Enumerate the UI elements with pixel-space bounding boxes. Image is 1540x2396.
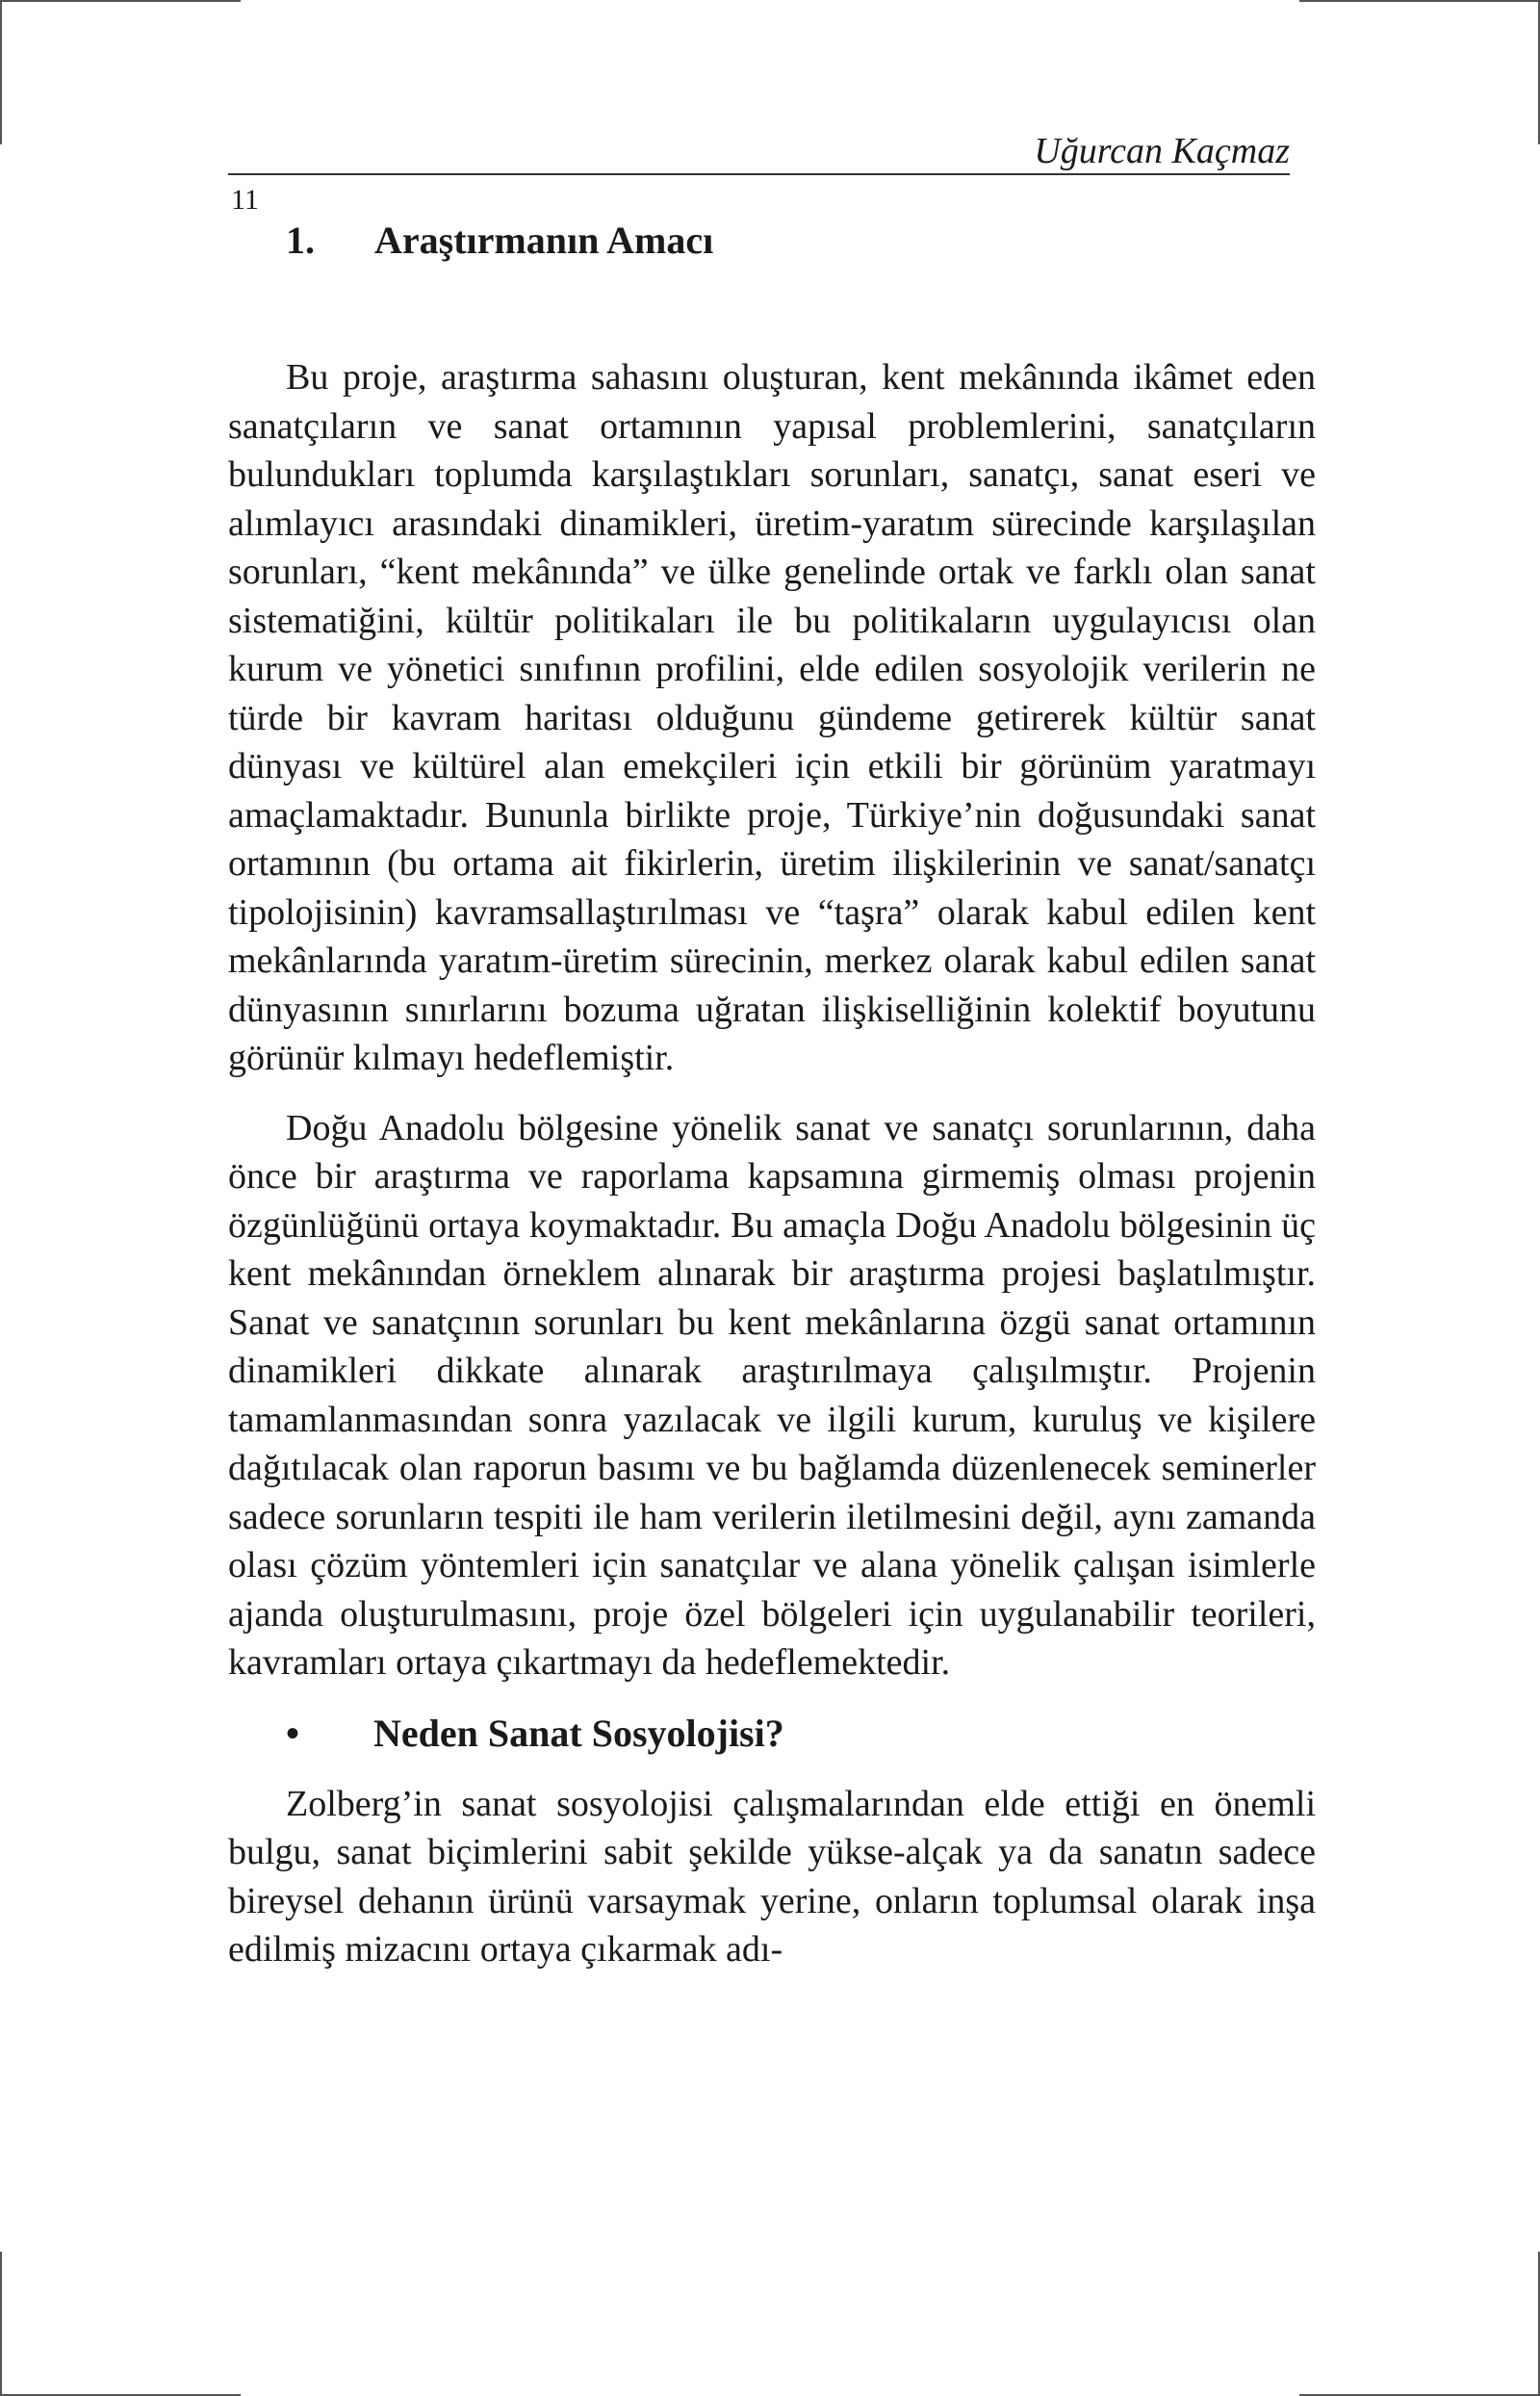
subheading [228, 1709, 1316, 1759]
section-heading [286, 214, 713, 268]
bullet-icon: • [286, 1711, 300, 1755]
crop-mark-top-left-h [0, 0, 241, 2]
paragraph: Zolberg’in sanat sosyolojisi çalışmalarından elde ettiği en önemli bulgu, sanat biçimlerini sabit şekilde yükse-alçak ya da sanatın sadece bireysel dehanın ürünü varsaymak yerine, onların toplumsal olarak inşa edilmiş mizacını ortaya çıkarmak adı- [228, 1783, 1316, 1970]
subheading-title: Neden Sanat Sosyolojisi? [373, 1711, 784, 1755]
section-number: 1. [286, 219, 315, 262]
page-number: 11 [231, 184, 259, 216]
header-author: Uğurcan Kaçmaz [1034, 131, 1290, 171]
paragraph: Bu proje, araştırma sahasını oluşturan, kent mekânında ikâmet eden sanatçıların ve sanat ortamının yapısal problemlerini, sanatçıların bulundukları toplumda karşılaştıkları sorunları, sanatçı, sanat eseri ve alımlayıcı arasındaki dinamikleri, üretim-yaratım sürecinde karşılaşılan sorunları, “kent mekânında” ve ülke genelinde ortak ve farklı olan sanat sistematiğini, kültür politikaları ile bu politikaların uygulayıcısı olan kurum ve yönetici sınıfının profilini, elde edilen sosyolojik verilerin ne türde bir kavram haritası olduğunu gündeme getirerek kültür sanat dünyası ve kültürel alan emekçileri için etkili bir görünüm yaratmayı amaçlamaktadır. Bununla birlikte proje, Türkiye’nin doğusundaki sanat ortamının (bu ortama ait fikirlerin, üretim ilişkilerinin ve sanat/sanatçı tipolojisinin) kavramsallaştırılması ve “taşra” olarak kabul edilen kent mekânlarında yaratım-üretim sürecinin, merkez olarak kabul edilen sanat dünyasının sınırlarını bozuma uğratan ilişkiselliğinin kolektif boyutunu görünür kılmayı hedeflemiştir. [228, 357, 1316, 1078]
paragraph: Doğu Anadolu bölgesine yönelik sanat ve sanatçı sorunlarının, daha önce bir araştırma ve raporlama kapsamına girmemiş olması projenin özgünlüğünü ortaya koymaktadır. Bu amaçla Doğu Anadolu bölgesinin üç kent mekânından örneklem alınarak bir araştırma projesi başlatılmıştır. Sanat ve sanatçının sorunları bu kent mekânlarına özgü sanat ortamının dinamikleri dikkate alınarak araştırılmaya çalışılmıştır. Projenin tamamlanmasından sonra yazılacak ve ilgili kurum, kuruluş ve kişilere dağıtılacak olan raporun basımı ve bu bağlamda düzenlenecek seminerler sadece sorunların tespiti ile ham verilerin iletilmesini değil, aynı zamanda olası çözüm yöntemleri için sanatçılar ve alana yönelik çalışan isimlerle ajanda oluşturulmasını, proje özel bölgeleri için uygulanabilir teorileri, kavramları ortaya çıkartmayı da hedeflemektedir. [228, 1107, 1316, 1683]
running-header [228, 129, 1290, 175]
crop-mark-top-left-v [0, 0, 2, 144]
crop-mark-bottom-left-v [0, 2252, 2, 2396]
crop-mark-top-right-h [1299, 0, 1540, 2]
body-text [228, 353, 1316, 1996]
section-title: Araştırmanın Amacı [374, 219, 714, 262]
